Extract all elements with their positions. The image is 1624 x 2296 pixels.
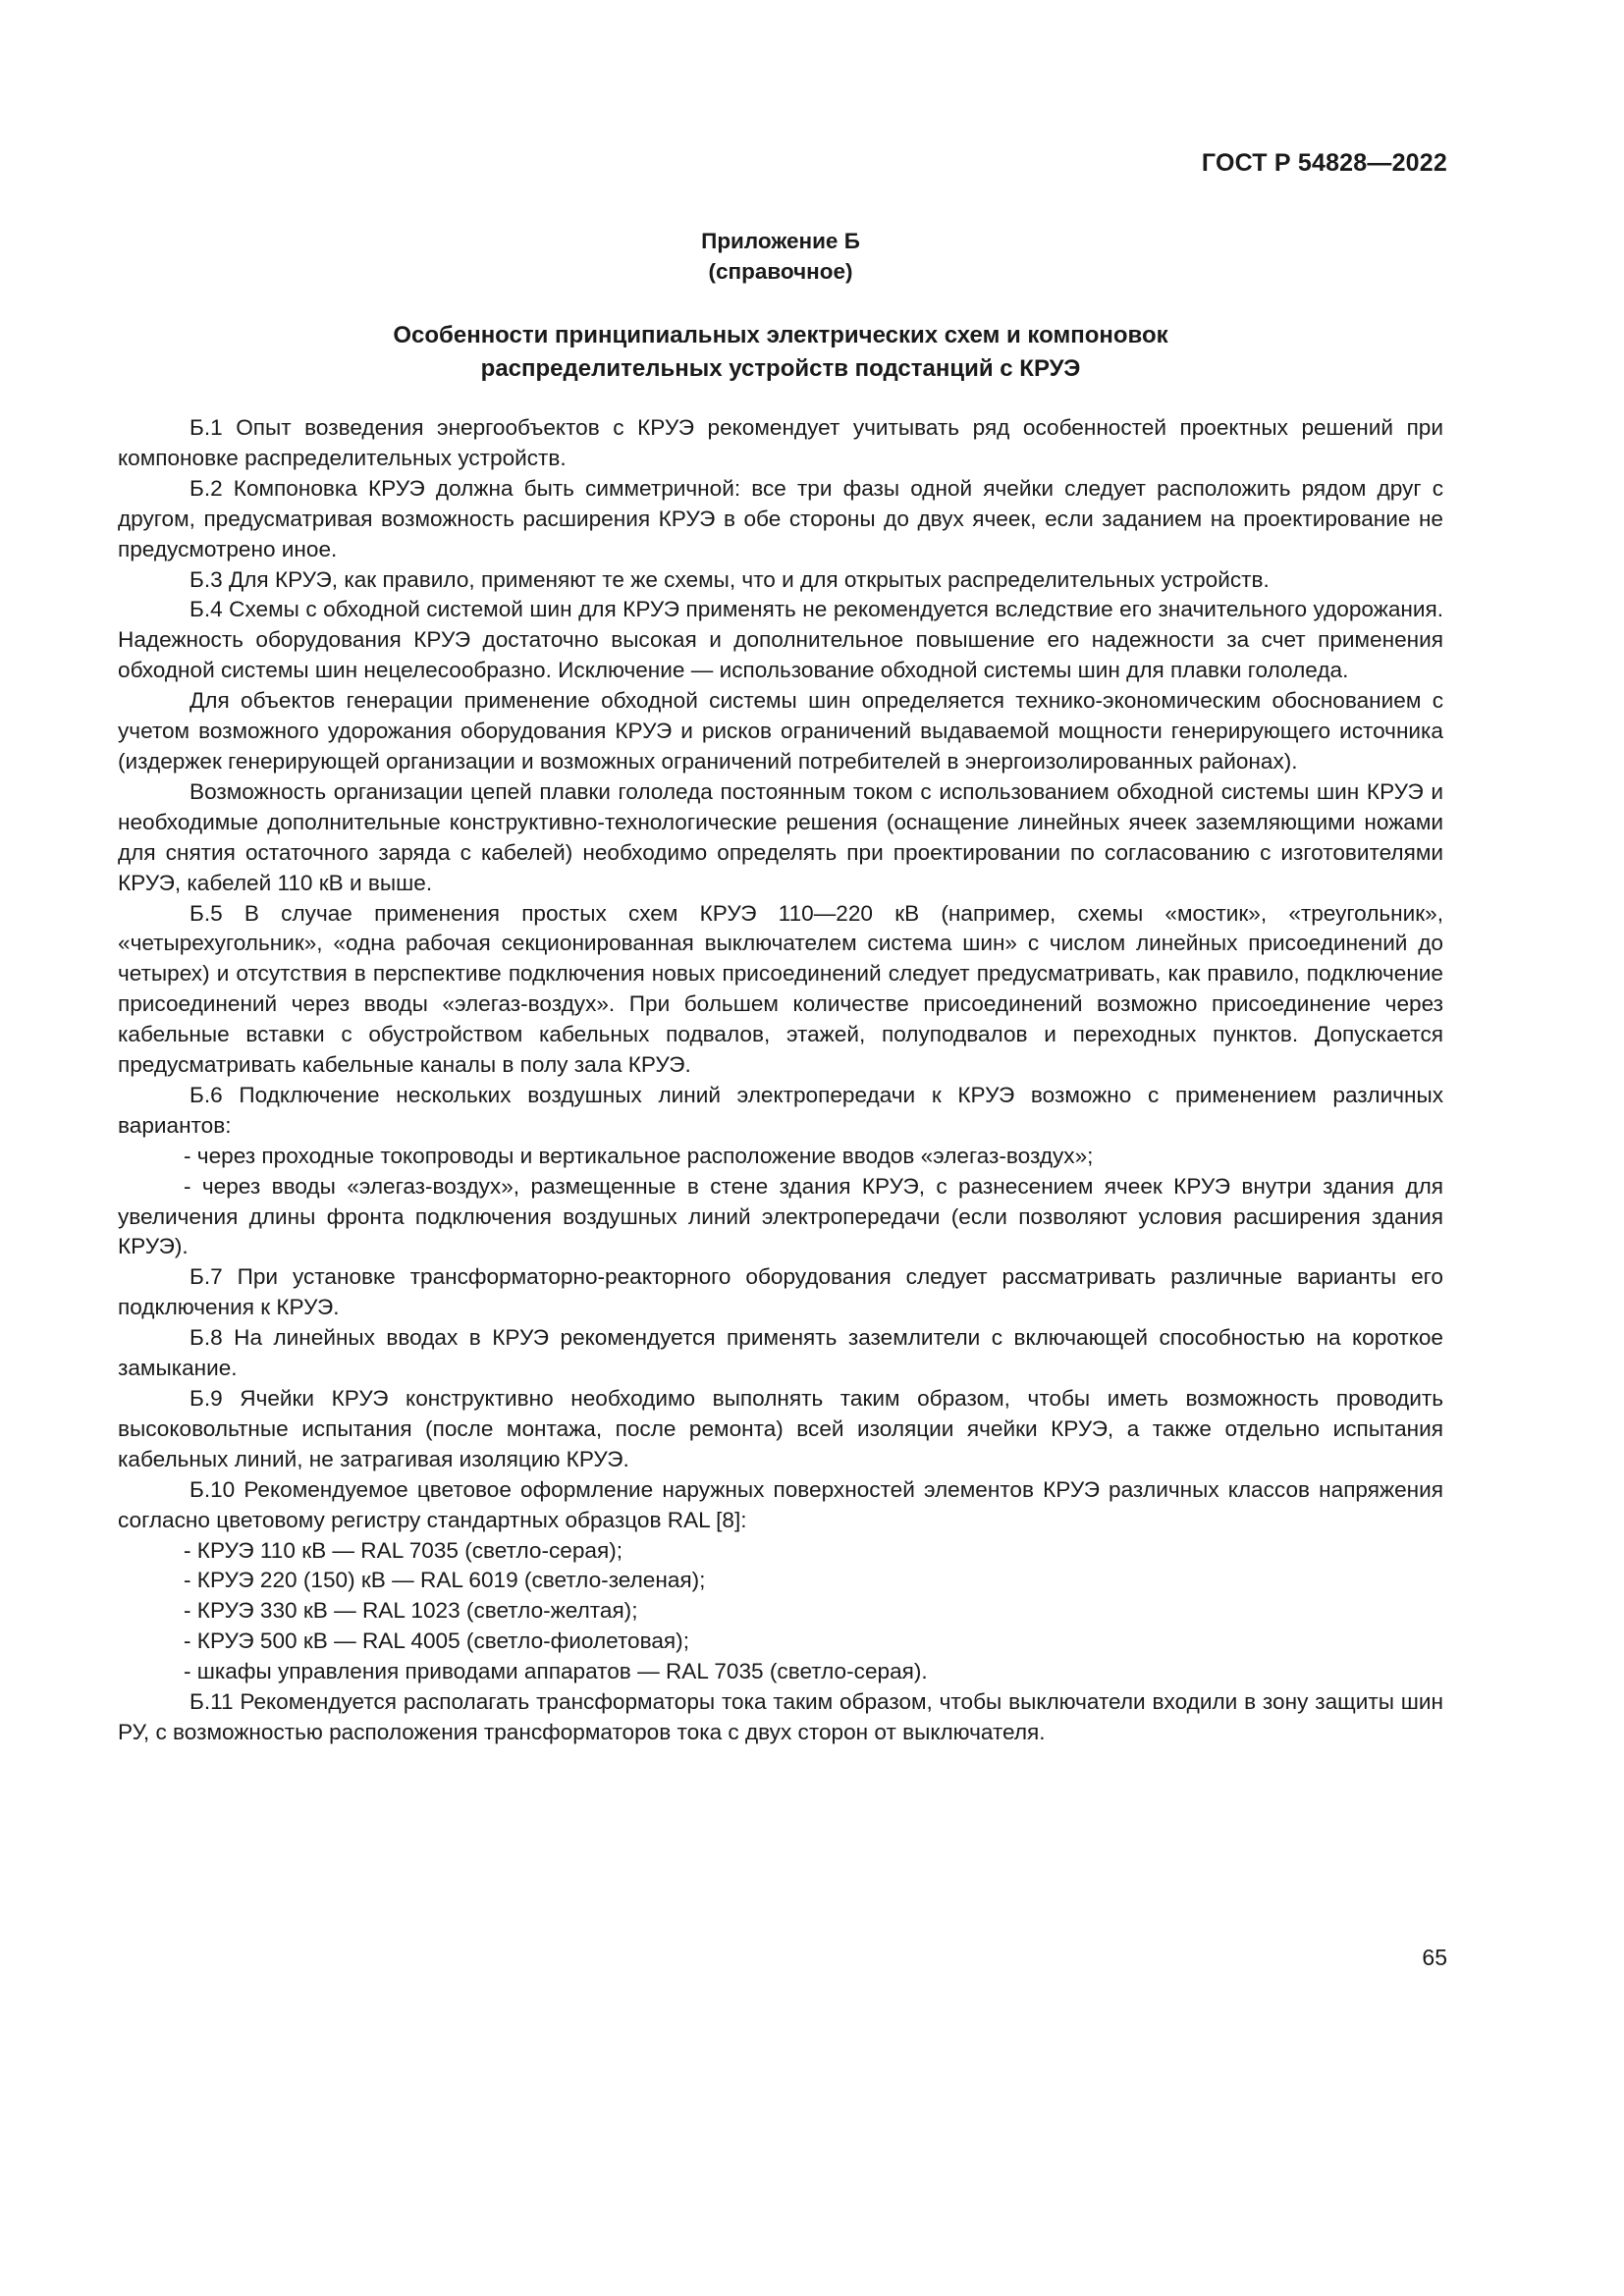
list-item: - КРУЭ 330 кВ — RAL 1023 (светло-желтая); xyxy=(184,1598,638,1624)
paragraph-b4-ice-melting: Возможность организации цепей плавки гололеда постоянным током с использованием обходной системы шин КРУЭ и необходимые дополнительные конструктивно-технологические решения (оснащение линейных ячеек заземляющими ножами для снятия остаточного заряда с кабелей) необходимо определять при проектировании по согласованию с изготовителями КРУЭ, кабелей 110 кВ и выше. xyxy=(118,778,1443,895)
list-item: - КРУЭ 500 кВ — RAL 4005 (светло-фиолетовая); xyxy=(184,1629,689,1654)
list-item: - через проходные токопроводы и вертикальное расположение вводов «элегаз-воздух»; xyxy=(184,1143,1094,1168)
list-item: - КРУЭ 220 (150) кВ — RAL 6019 (светло-зеленая); xyxy=(184,1568,706,1593)
list-item: - КРУЭ 110 кВ — RAL 7035 (светло-серая); xyxy=(184,1537,623,1563)
paragraph-b3: Б.3 Для КРУЭ, как правило, применяют те же схемы, что и для открытых распределительных устройств. xyxy=(189,566,1270,592)
paragraph-b1: Б.1 Опыт возведения энергообъектов с КРУЭ рекомендует учитывать ряд особенностей проектных решений при компоновке распределительных устройств. xyxy=(118,415,1443,470)
list-item: - шкафы управления приводами аппаратов — RAL 7035 (светло-серая). xyxy=(184,1659,928,1684)
paragraph-b4-generation: Для объектов генерации применение обходной системы шин определяется технико-экономическим обоснованием с учетом возможного удорожания оборудования КРУЭ и рисков ограничений выдаваемой мощности генерирующего источника (издержек генерирующей организации и возможных ограничений потребителей в энергоизолированных районах). xyxy=(118,688,1443,774)
paragraph-b10: Б.10 Рекомендуемое цветовое оформление наружных поверхностей элементов КРУЭ различных классов напряжения согласно цветовому регистру стандартных образцов RAL [8]: xyxy=(118,1476,1443,1532)
paragraph-b2: Б.2 Компоновка КРУЭ должна быть симметричной: все три фазы одной ячейки следует расположить рядом друг с другом, предусматривая возможность расширения КРУЭ в обе стороны до двух ячеек, если заданием на проектирование не предусмотрено иное. xyxy=(118,475,1443,561)
paragraph-b4: Б.4 Схемы с обходной системой шин для КРУЭ применять не рекомендуется вследствие его значительного удорожания. Надежность оборудования КРУЭ достаточно высокая и дополнительное повышение его надежности за счет применения обходной системы шин нецелесообразно. Исключение — использование обходной системы шин для плавки гололеда. xyxy=(118,597,1443,683)
document-body xyxy=(118,413,1443,1748)
paragraph-b9: Б.9 Ячейки КРУЭ конструктивно необходимо выполнять таким образом, чтобы иметь возможность проводить высоковольтные испытания (после монтажа, после ремонта) всей изоляции ячейки КРУЭ, а также отдельно испытания кабельных линий, не затрагивая изоляцию КРУЭ. xyxy=(118,1386,1443,1471)
paragraph-b7: Б.7 При установке трансформаторно-реакторного оборудования следует рассматривать различные варианты его подключения к КРУЭ. xyxy=(118,1264,1443,1320)
appendix-heading xyxy=(118,226,1443,287)
section-heading xyxy=(118,319,1443,386)
paragraph-b6: Б.6 Подключение нескольких воздушных линий электропередачи к КРУЭ возможно с применением различных вариантов: xyxy=(118,1082,1443,1138)
page-number: 65 xyxy=(1422,1945,1447,1970)
paragraph-b11: Б.11 Рекомендуется располагать трансформаторы тока таким образом, чтобы выключатели входили в зону защиты шин РУ, с возможностью расположения трансформаторов тока с двух сторон от выключателя. xyxy=(118,1689,1443,1744)
section-title-line-2: распределительных устройств подстанций с КРУЭ xyxy=(480,355,1081,382)
list-item: - через вводы «элегаз-воздух», размещенные в стене здания КРУЭ, с разнесением ячеек КРУЭ внутри здания для увеличения длины фронта подключения воздушных линий электропередачи (если позволяют условия расширения здания КРУЭ). xyxy=(118,1173,1443,1259)
paragraph-b5: Б.5 В случае применения простых схем КРУЭ 110—220 кВ (например, схемы «мостик», «треугольник», «четырехугольник», «одна рабочая секционированная выключателем система шин» с числом линейных присоединений до четырех) и отсутствия в перспективе подключения новых присоединений следует предусматривать, как правило, подключение присоединений через вводы «элегаз-воздух». При большем количестве присоединений возможно присоединение через кабельные вставки с обустройством кабельных подвалов, этажей, полуподвалов и переходных пунктов. Допускается предусматривать кабельные каналы в полу зала КРУЭ. xyxy=(118,900,1443,1078)
section-title-line-1: Особенности принципиальных электрических схем и компоновок xyxy=(393,322,1168,348)
appendix-subtitle: (справочное) xyxy=(708,259,853,284)
document-header-id: ГОСТ Р 54828—2022 xyxy=(1201,149,1447,177)
appendix-title: Приложение Б xyxy=(701,229,860,253)
paragraph-b8: Б.8 На линейных вводах в КРУЭ рекомендуется применять заземлители с включающей способностью на короткое замыкание. xyxy=(118,1325,1443,1381)
